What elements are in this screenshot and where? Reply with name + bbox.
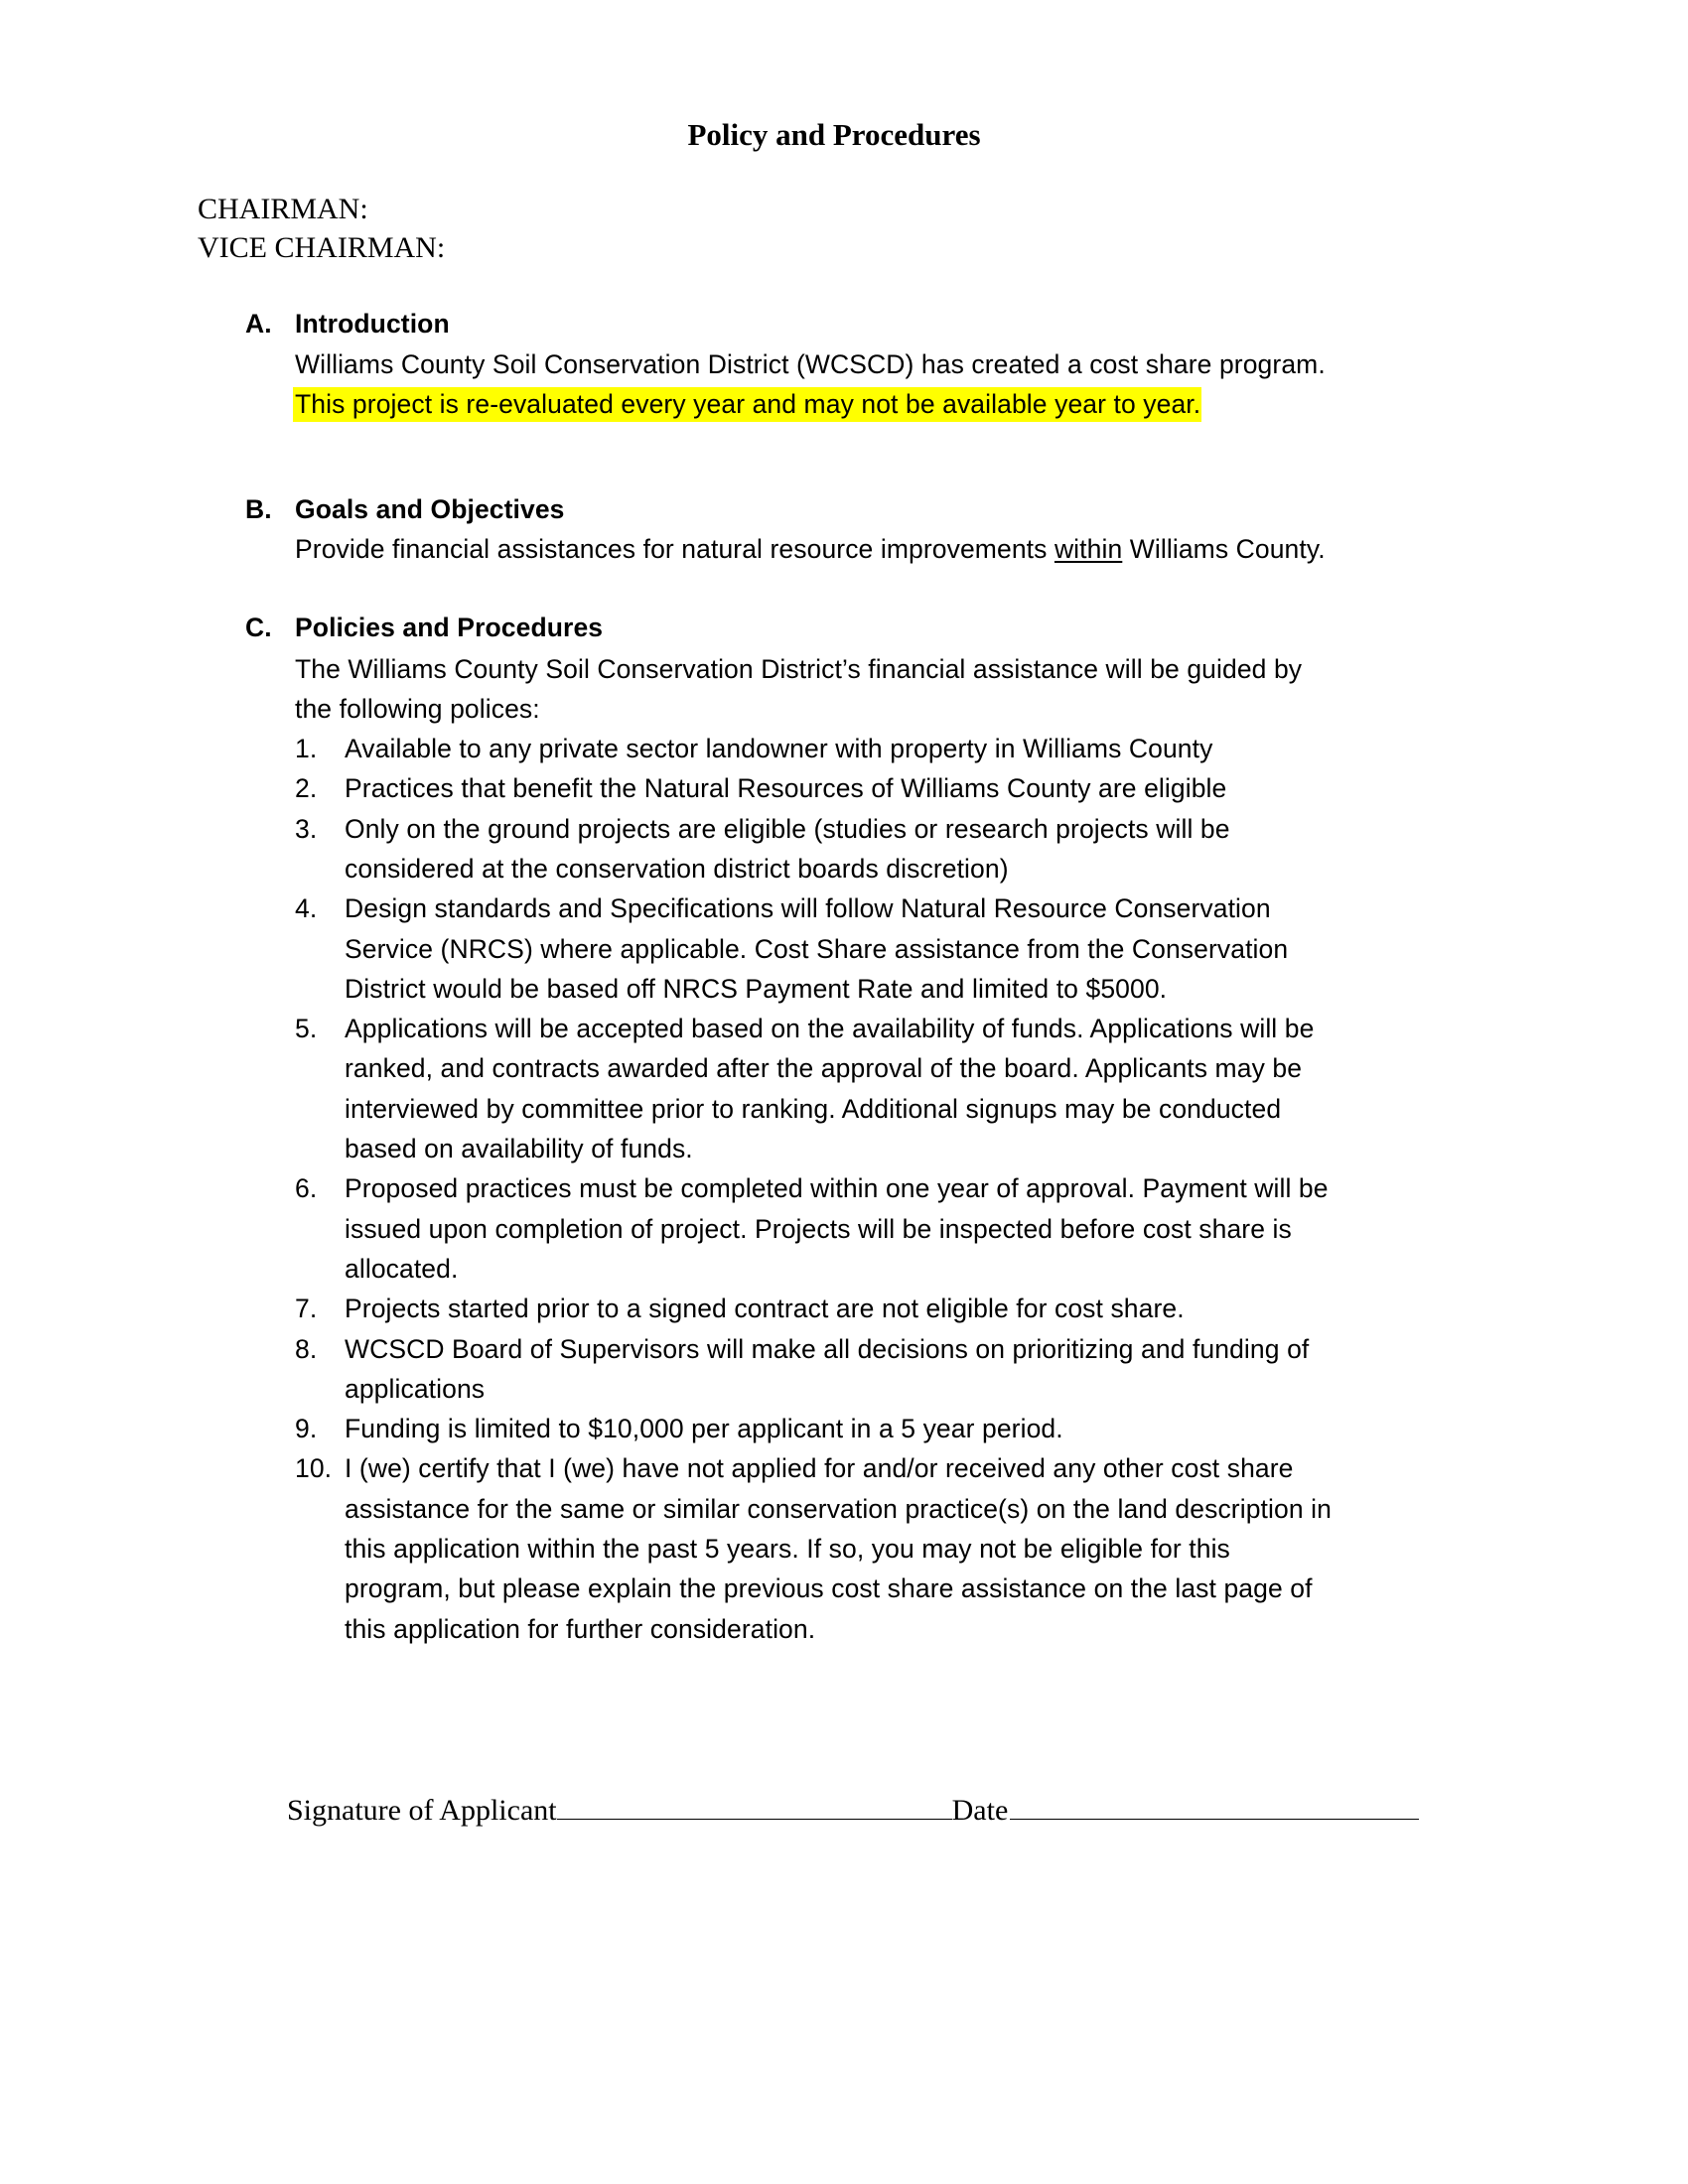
- list-item-text: assistance for the same or similar conservation practice(s) on the land description in: [345, 1493, 1332, 1524]
- vice-chairman-label: VICE CHAIRMAN:: [198, 231, 446, 264]
- list-item-text: applications: [345, 1373, 486, 1404]
- highlighted-notice: [295, 384, 1201, 424]
- list-item-number: 3.: [295, 813, 318, 844]
- list-item-text: allocated.: [345, 1253, 459, 1284]
- section-heading: Introduction: [295, 309, 450, 339]
- text-fragment: Provide financial assistances for natural resource improvements: [295, 534, 1055, 564]
- list-item-text: based on availability of funds.: [345, 1134, 693, 1163]
- list-item-number: 8.: [295, 1333, 318, 1364]
- list-item-text: interviewed by committee prior to ranking. Additional signups may be conducted: [345, 1093, 1282, 1124]
- list-item-number: 9.: [295, 1414, 318, 1444]
- list-item-text: this application within the past 5 years. If so, you may not be eligible for this: [345, 1534, 1230, 1564]
- signature-row: [287, 1793, 1419, 1829]
- list-item-text: Service (NRCS) where applicable. Cost Share assistance from the Conservation: [345, 933, 1289, 964]
- list-item-number: 7.: [295, 1294, 318, 1324]
- section-heading: Policies and Procedures: [295, 613, 604, 642]
- list-item-number: 4.: [295, 893, 318, 924]
- section-letter: C.: [245, 613, 272, 642]
- section-letter: B.: [245, 494, 272, 524]
- list-item-number: 10.: [295, 1453, 333, 1484]
- page-title-text: Policy and Procedures: [687, 117, 981, 152]
- list-item-text: Projects started prior to a signed contract are not eligible for cost share.: [345, 1294, 1185, 1324]
- section-text-line: Williams County Soil Conservation District (WCSCD) has created a cost share program.: [295, 349, 1326, 379]
- list-item-text: Funding is limited to $10,000 per applicant in a 5 year period.: [345, 1414, 1063, 1444]
- section-text-line: the following polices:: [295, 694, 540, 724]
- date-label: Date: [951, 1794, 1009, 1827]
- list-item-text: ranked, and contracts awarded after the approval of the board. Applicants may be: [345, 1053, 1303, 1084]
- list-item-number: 6.: [295, 1173, 318, 1204]
- list-item-number: 5.: [295, 1014, 318, 1044]
- text-fragment: Williams County.: [1122, 534, 1326, 564]
- list-item-text: Only on the ground projects are eligible (studies or research projects will be: [345, 813, 1230, 844]
- page-title: [0, 117, 1688, 153]
- list-item-text: District would be based off NRCS Payment Rate and limited to $5000.: [345, 973, 1168, 1004]
- list-item-text: I (we) certify that I (we) have not applied for and/or received any other cost share: [345, 1453, 1294, 1484]
- section-text-line: [295, 529, 1326, 569]
- list-item-number: 1.: [295, 734, 318, 763]
- list-item-text: WCSCD Board of Supervisors will make all decisions on prioritizing and funding of: [345, 1333, 1310, 1364]
- chairman-label: CHAIRMAN:: [198, 193, 368, 225]
- list-item-text: Practices that benefit the Natural Resources of Williams County are eligible: [345, 773, 1227, 804]
- list-item-text: Design standards and Specifications will follow Natural Resource Conservation: [345, 893, 1271, 924]
- signature-field[interactable]: [557, 1793, 952, 1820]
- section-text-line: The Williams County Soil Conservation District’s financial assistance will be guided by: [295, 654, 1303, 684]
- section-heading: Goals and Objectives: [295, 494, 565, 524]
- list-item-text: Proposed practices must be completed within one year of approval. Payment will be: [345, 1173, 1329, 1204]
- underlined-word: within: [1054, 534, 1123, 564]
- date-field[interactable]: [1010, 1793, 1419, 1820]
- section-letter: A.: [245, 309, 272, 339]
- list-item-text: Applications will be accepted based on the availability of funds. Applications will be: [345, 1014, 1315, 1044]
- list-item-text: this application for further consideration.: [345, 1613, 816, 1644]
- highlighted-text: This project is re-evaluated every year and may not be available year to year.: [293, 387, 1201, 422]
- list-item-number: 2.: [295, 773, 318, 804]
- list-item-text: considered at the conservation district boards discretion): [345, 853, 1009, 884]
- list-item-text: issued upon completion of project. Projects will be inspected before cost share is: [345, 1213, 1292, 1244]
- list-item-text: Available to any private sector landowner with property in Williams County: [345, 734, 1213, 763]
- signature-label: Signature of Applicant: [287, 1794, 557, 1827]
- list-item-text: program, but please explain the previous cost share assistance on the last page of: [345, 1573, 1313, 1604]
